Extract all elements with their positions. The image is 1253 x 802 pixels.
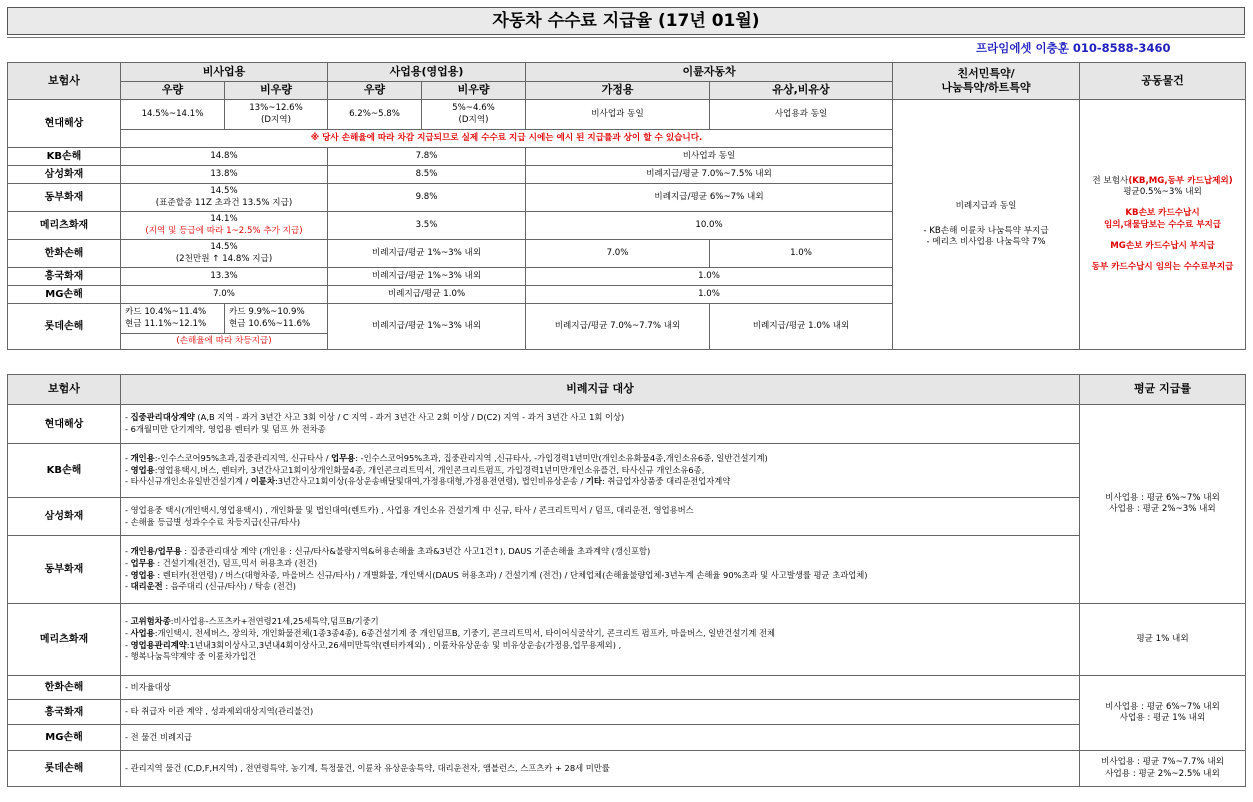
insurer-hanwha: 한화손해 xyxy=(8,676,121,700)
table-cell: 14.5% (2천만원 ↑ 14.8% 지급) xyxy=(121,240,328,268)
table-cell: 14.5%~14.1% xyxy=(121,100,225,130)
insurer-hanwha: 한화손해 xyxy=(8,240,121,268)
table-cell: 9.8% xyxy=(328,184,526,212)
insurer-kb: KB손해 xyxy=(8,444,121,498)
header-nb-good: 우량 xyxy=(121,82,225,100)
insurer-meritz: 메리츠화재 xyxy=(8,604,121,676)
table-cell: 14.1% (지역 및 등급에 따라 1~2.5% 추가 지급) xyxy=(121,212,328,240)
eco-rider-cell: 비례지급과 동일 - KB손해 이륜차 나눔특약 부지급 - 메리츠 비사업용 나눔특약 7% xyxy=(893,100,1080,350)
header-home: 가정용 xyxy=(526,82,710,100)
target-cell: - 집중관리대상계약 (A,B 지역 - 과거 3년간 사고 3회 이상 / C 지역 - 과거 3년간 사고 2회 이상 / D(C2) 지역 - 과거 3년간 사고 1회 이상) - 6개월미만 단기계약, 영업용 렌터카 및 덤프 外 전차종 xyxy=(121,405,1080,444)
header-avg: 평균 지급률 xyxy=(1080,375,1246,405)
target-cell: - 타 취급자 이관 계약 , 성과제외대상지역(관리불건) xyxy=(121,700,1080,725)
header-non-business: 비사업용 xyxy=(121,63,328,82)
table-cell: 비사업과 동일 xyxy=(526,100,710,130)
table-cell: 비례지급/평균 7.0%~7.7% 내외 xyxy=(526,304,710,350)
insurer-dongbu: 동부화재 xyxy=(8,536,121,604)
insurer-samsung: 삼성화재 xyxy=(8,166,121,184)
insurer-mg: MG손해 xyxy=(8,286,121,304)
target-cell: - 전 물건 비례지급 xyxy=(121,725,1080,751)
header-insurer: 보험사 xyxy=(8,375,121,405)
header-business: 사업용(영업용) xyxy=(328,63,526,82)
table-cell: 3.5% xyxy=(328,212,526,240)
table-cell: 14.8% xyxy=(121,148,328,166)
table-cell: 비례지급/평균 1.0% 내외 xyxy=(710,304,893,350)
table-cell: 7.0% xyxy=(526,240,710,268)
table-cell: 사업용과 동일 xyxy=(710,100,893,130)
joint-property-cell: 전 보험사(KB,MG,동부 카드납제외) 평균0.5%~3% 내외 KB손보 카드수납시 임의,대물담보는 수수료 부지급 MG손보 카드수납시 부지급 동부 카드수납시 임의는 수수료부지급 xyxy=(1080,100,1246,350)
avg-cell: 평균 1% 내외 xyxy=(1080,604,1246,676)
table-cell: 7.8% xyxy=(328,148,526,166)
header-eco-rider: 친서민특약/ 나눔특약/하트특약 xyxy=(893,63,1080,100)
insurer-mg: MG손해 xyxy=(8,725,121,751)
table-cell: 카드 10.4%~11.4% 현금 11.1%~12.1% xyxy=(121,304,225,334)
table-cell: 13.3% xyxy=(121,268,328,286)
avg-cell: 비사업용 : 평균 7%~7.7% 내외 사업용 : 평균 2%~2.5% 내외 xyxy=(1080,751,1246,787)
table-cell: 비례지급/평균 7.0%~7.5% 내외 xyxy=(526,166,893,184)
header-nb-bad: 비우량 xyxy=(225,82,328,100)
table-cell: 8.5% xyxy=(328,166,526,184)
header-paid: 유상,비유상 xyxy=(710,82,893,100)
table-cell: 카드 9.9%~10.9% 현금 10.6%~11.6% xyxy=(225,304,328,334)
insurer-hyundai: 현대해상 xyxy=(8,405,121,444)
table-cell: 비례지급/평균 1.0% xyxy=(328,286,526,304)
contact-info: 프라임에셋 이충훈 010-8588-3460 xyxy=(976,41,1171,55)
avg-cell: 비사업용 : 평균 6%~7% 내외 사업용 : 평균 1% 내외 xyxy=(1080,676,1246,751)
table-cell: 10.0% xyxy=(526,212,893,240)
header-insurer: 보험사 xyxy=(8,63,121,100)
target-cell: - 개인용/업무용 : 집중관리대상 계약 (개인용 : 신규/타사&불량지역&허용손해율 초과&3년간 사고1건↑), DAUS 기준손해율 초과계약 (갱신포함) - 업무용 : 건설기계(전건), 덤프,믹서 허용초과 (전건) - 영업용 : 렌터카(전연령) / 버스(대형차종, 마을버스 신규/타사) / 개별화물, 개인택시(DAUS 허용초과) / 건설기계 (전건) / 단체업체(손해율불량업체-3년누계 손해율 90%초과 및 사고발생률 평균 초과업체) - 대리운전 : 음주대리 (신규/타사) / 탁송 (전건) xyxy=(121,536,1080,604)
proportional-payment-table xyxy=(7,374,1246,787)
header-target: 비례지급 대상 xyxy=(121,375,1080,405)
header-two-wheel: 이륜자동차 xyxy=(526,63,893,82)
insurer-dongbu: 동부화재 xyxy=(8,184,121,212)
table-cell: 7.0% xyxy=(121,286,328,304)
table-cell: 6.2%~5.8% xyxy=(328,100,422,130)
target-cell: - 비자율대상 xyxy=(121,676,1080,700)
target-cell: - 개인용:-인수스코어95%초과,집중관리지역, 신규타사 / 업무용: -인수스코어95%초과, 집중관리지역 ,신규타사, -가입경력1년미만(개인소유화물4종,개인소유6종, 일반건설기계) - 영업용:영업용택시,버스, 렌터카, 3년간사고1회이상개인화물4종, 개인콘크리트믹서, 개인콘크리트펌프, 가입경력1년미만개인소유플건, 타사신규 개인소유6종, - 타사신규개인소유일반건설기계 / 이륜차:3년간사고1회이상(유상운송배달및대여,가정용대형,가정용전연령), 법인비유상운송 / 기타: 취급업자상품중 대리운전업자계약 xyxy=(121,444,1080,498)
header-joint: 공동물건 xyxy=(1080,63,1246,100)
table-cell: 1.0% xyxy=(526,268,893,286)
commission-rate-table xyxy=(7,62,1246,350)
table-cell: 13.8% xyxy=(121,166,328,184)
insurer-kb: KB손해 xyxy=(8,148,121,166)
table-cell: 13%~12.6% (D지역) xyxy=(225,100,328,130)
target-cell: - 영업용중 택시(개인택시,영업용택시) , 개인화물 및 법인대여(렌트카) , 사업용 개인소유 건설기계 中 신규, 타사 / 콘크리트믹서 / 덤프, 대리운전, 영업용버스 - 손해율 등급별 성과수수료 차등지급(신규/타사) xyxy=(121,498,1080,536)
table-cell: 14.5% (표준할증 11Z 초과건 13.5% 지급) xyxy=(121,184,328,212)
insurer-lotte: 롯데손해 xyxy=(8,751,121,787)
table-cell: 비례지급/평균 1%~3% 내외 xyxy=(328,268,526,286)
header-b-good: 우량 xyxy=(328,82,422,100)
insurer-heungkuk: 흥국화재 xyxy=(8,268,121,286)
header-b-bad: 비우량 xyxy=(422,82,526,100)
title-divider xyxy=(7,37,1245,38)
page-title: 자동차 수수료 지급율 (17년 01월) xyxy=(7,7,1245,35)
lotte-note: (손해율에 따라 차등지급) xyxy=(121,334,328,350)
target-cell: - 고위험차종:비사업용-스프츠카+전연령21세,25세특약,덤프B/기중기 - 사업용:개인택시, 전세버스, 장의차, 개인화물전체(1종3종4종), 6종건설기계 중 개인덤프B, 기중기, 콘크리트믹서, 타이어식굴삭기, 콘크리트 펌프카, 마을버스, 일반건설기계 전체 - 영업용관리계약:1년내3회이상사고,3년내4회이상사고,26세미만특약(렌터카제외) , 이륜차유상운송 및 비유상운송(가정용,업무용제외) , - 행복나눔특약계약 중 이륜차가입건 xyxy=(121,604,1080,676)
table-cell: 비례지급/평균 1%~3% 내외 xyxy=(328,240,526,268)
table-cell: 비례지급/평균 6%~7% 내외 xyxy=(526,184,893,212)
table-cell: 1.0% xyxy=(710,240,893,268)
insurer-meritz: 메리츠화재 xyxy=(8,212,121,240)
table-cell: 비사업과 동일 xyxy=(526,148,893,166)
insurer-heungkuk: 흥국화재 xyxy=(8,700,121,725)
table-cell: 비례지급/평균 1%~3% 내외 xyxy=(328,304,526,350)
table-cell: 1.0% xyxy=(526,286,893,304)
target-cell: - 관리지역 물건 (C,D,F,H지역) , 전연령특약, 농기계, 특정물건, 이륜차 유상운송특약, 대리운전자, 앰블런스, 스프츠카 + 28세 미만률 xyxy=(121,751,1080,787)
table-cell: 5%~4.6% (D지역) xyxy=(422,100,526,130)
avg-cell: 비사업용 : 평균 6%~7% 내외 사업용 : 평균 2%~3% 내외 xyxy=(1080,405,1246,604)
hyundai-notice: ※ 당사 손해율에 따라 차감 지급되므로 실제 수수료 지급 시에는 예시 된 지급률과 상이 할 수 있습니다. xyxy=(121,130,893,148)
insurer-samsung: 삼성화재 xyxy=(8,498,121,536)
insurer-lotte: 롯데손해 xyxy=(8,304,121,350)
insurer-hyundai: 현대해상 xyxy=(8,100,121,148)
